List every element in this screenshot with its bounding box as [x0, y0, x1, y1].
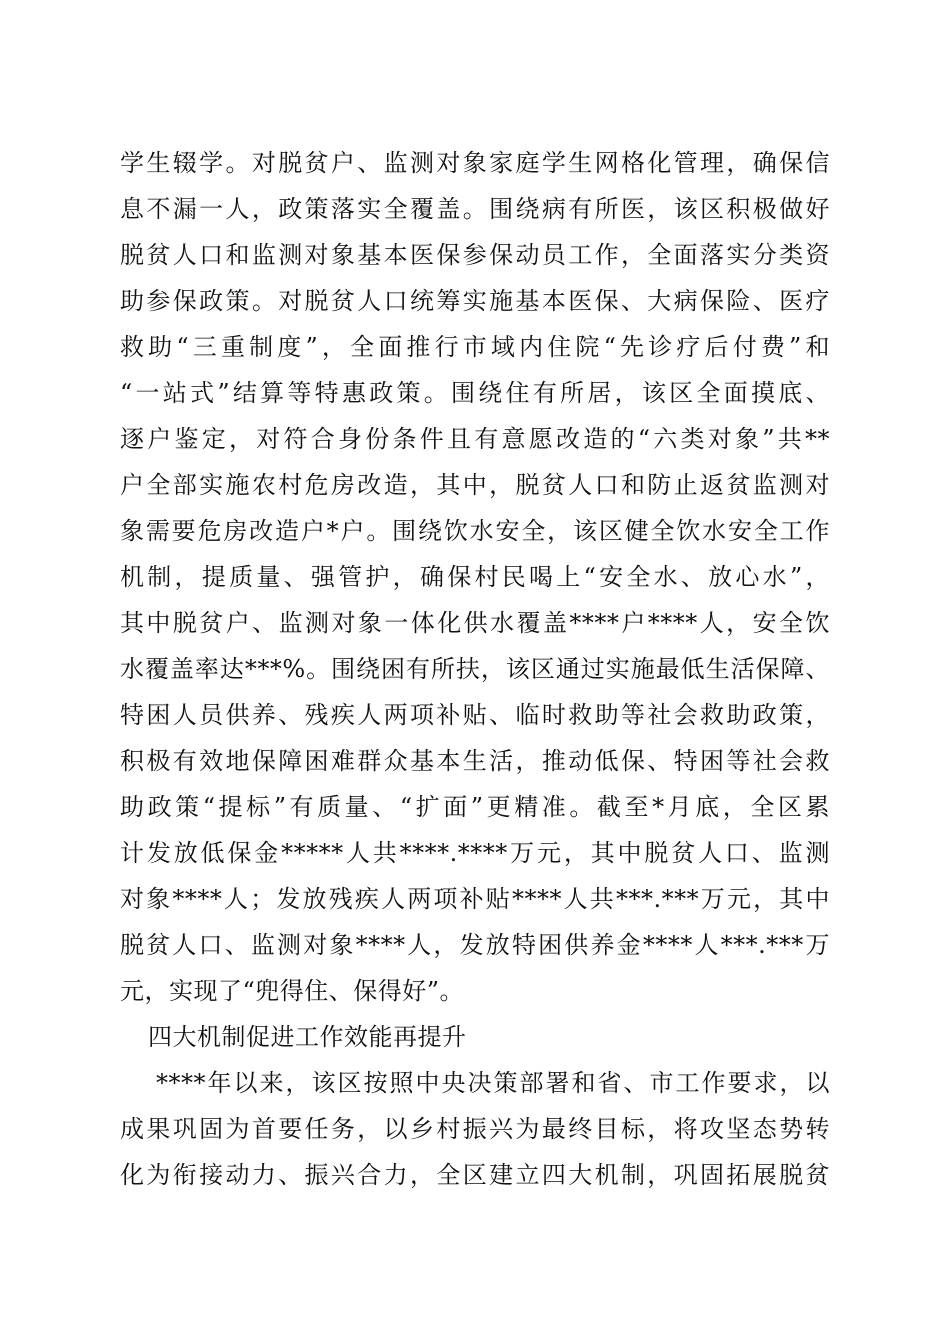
document-body — [120, 140, 830, 1198]
paragraph-line: 化为衔接动力、振兴合力，全区建立四大机制，巩固拓展脱贫 — [120, 1161, 830, 1189]
paragraph-line: 救助“三重制度”，全面推行市域内住院“先诊疗后付费”和 — [120, 333, 830, 361]
paragraph-line: 息不漏一人，政策落实全覆盖。围绕病有所医，该区积极做好 — [120, 195, 830, 223]
paragraph-line: “一站式”结算等特惠政策。围绕住有所居，该区全面摸底、 — [120, 379, 830, 407]
paragraph-line: 计发放低保金*****人共****.****万元，其中脱贫人口、监测 — [120, 839, 830, 867]
paragraph-line: 户全部实施农村危房改造，其中，脱贫人口和防止返贫监测对 — [120, 471, 830, 499]
paragraph-line: 象需要危房改造户*户。围绕饮水安全，该区健全饮水安全工作 — [120, 517, 830, 545]
paragraph-line: 机制，提质量、强管护，确保村民喝上“安全水、放心水”， — [120, 563, 830, 591]
paragraph-line: 逐户鉴定，对符合身份条件且有意愿改造的“六类对象”共** — [120, 425, 830, 453]
paragraph-line: 脱贫人口、监测对象****人，发放特困供养金****人***.***万 — [120, 931, 830, 959]
paragraph-line: 对象****人；发放残疾人两项补贴****人共***.***万元，其中 — [120, 885, 830, 913]
paragraph-line: 元，实现了“兜得住、保得好”。 — [120, 977, 465, 1005]
paragraph-1 — [120, 140, 830, 1014]
paragraph-line: 助政策“提标”有质量、“扩面”更精准。截至*月底，全区累 — [120, 793, 830, 821]
paragraph-line: 特困人员供养、残疾人两项补贴、临时救助等社会救助政策， — [120, 701, 830, 729]
section-heading: 四大机制促进工作效能再提升 — [148, 1023, 467, 1051]
paragraph-2 — [120, 1060, 830, 1198]
paragraph-line: 学生辍学。对脱贫户、监测对象家庭学生网格化管理，确保信 — [120, 149, 830, 177]
paragraph-line: 助参保政策。对脱贫人口统筹实施基本医保、大病保险、医疗 — [120, 287, 830, 315]
paragraph-line: 其中脱贫户、监测对象一体化供水覆盖****户****人，安全饮 — [120, 609, 830, 637]
paragraph-line: 积极有效地保障困难群众基本生活，推动低保、特困等社会救 — [120, 747, 830, 775]
paragraph-line: 脱贫人口和监测对象基本医保参保动员工作，全面落实分类资 — [120, 241, 830, 269]
paragraph-line: 成果巩固为首要任务，以乡村振兴为最终目标，将攻坚态势转 — [120, 1115, 830, 1143]
paragraph-line: ****年以来，该区按照中央决策部署和省、市工作要求，以 — [156, 1069, 830, 1097]
paragraph-line: 水覆盖率达***%。围绕困有所扶，该区通过实施最低生活保障、 — [120, 655, 830, 683]
